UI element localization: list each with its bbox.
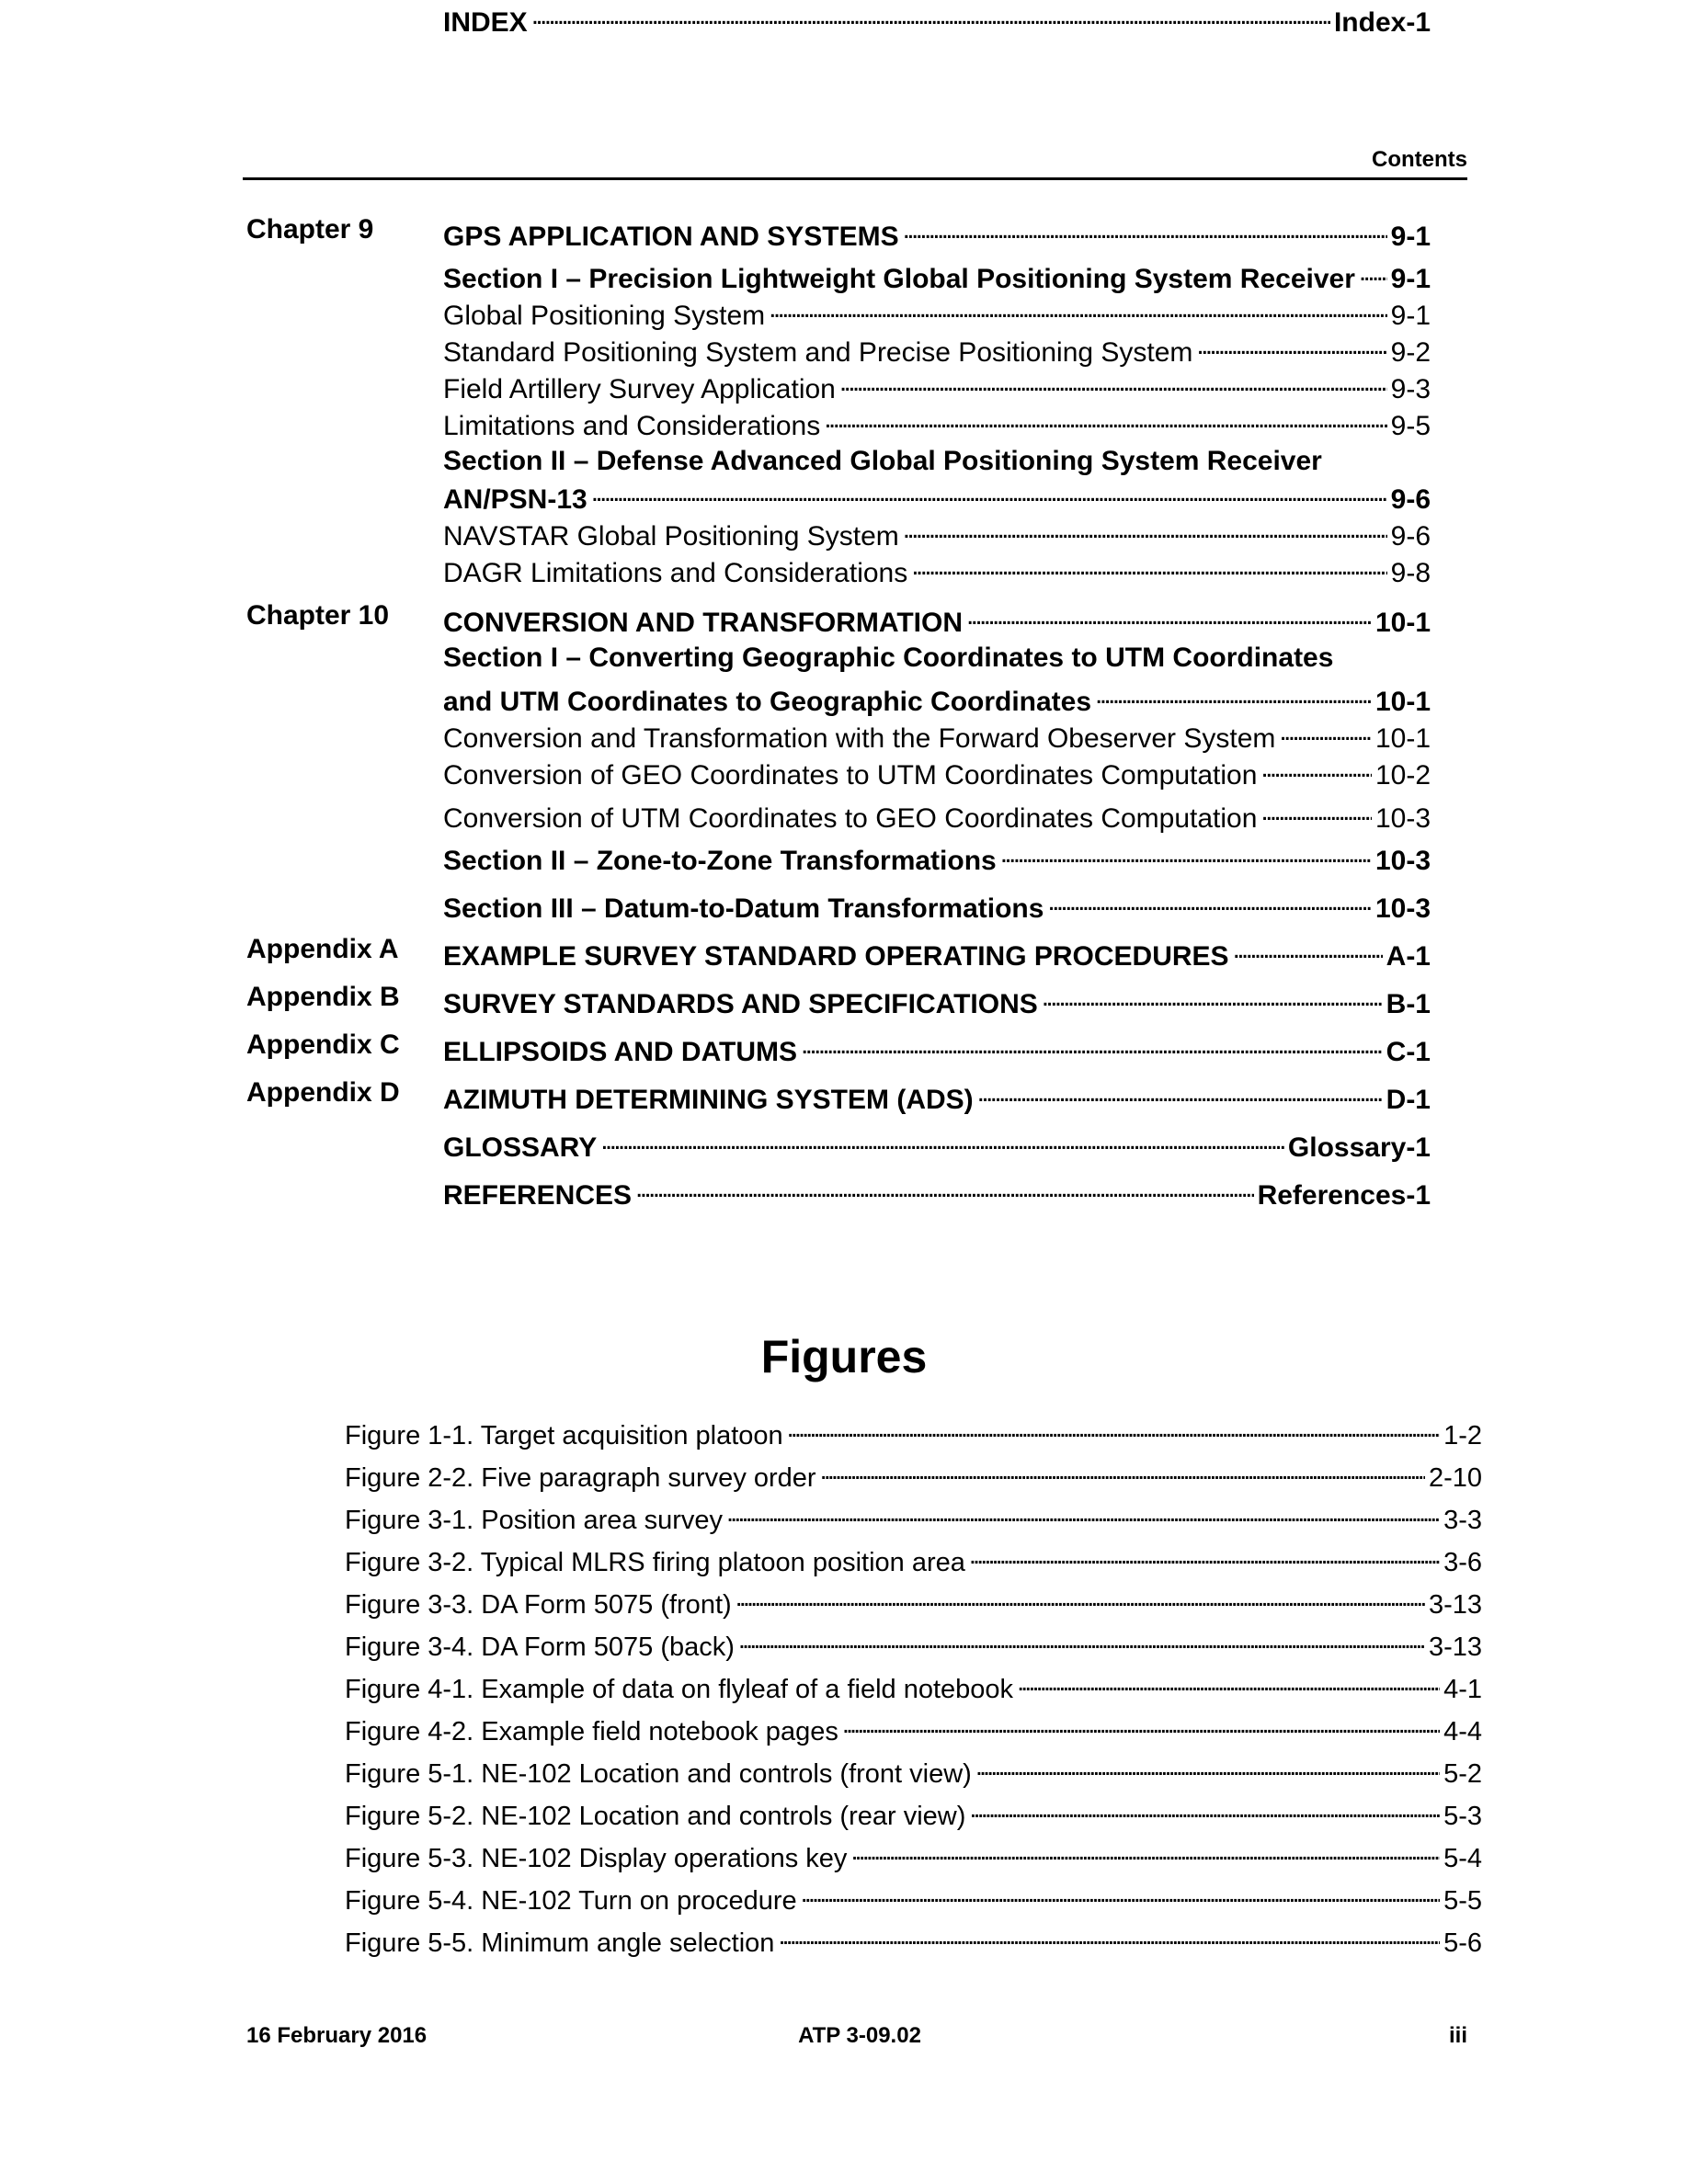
toc-row (0, 679, 1688, 717)
toc-entry-page: 9-6 (1390, 484, 1431, 515)
toc-row (0, 934, 1688, 972)
dot-leader (977, 1077, 1383, 1109)
toc-row (0, 1077, 1688, 1115)
toc-entry-title: CONVERSION AND TRANSFORMATION (443, 608, 963, 638)
toc-entry-page: 9-8 (1390, 558, 1431, 588)
dot-leader (850, 1836, 1440, 1867)
dot-leader (1017, 1666, 1440, 1698)
toc-entry-title: Conversion of GEO Coordinates to UTM Coordinates Computation (443, 760, 1258, 791)
toc-entry-page: 10-1 (1374, 608, 1431, 638)
figure-entry-link[interactable] (345, 1878, 1482, 1916)
toc-row (0, 551, 1688, 588)
dot-leader (969, 1540, 1440, 1571)
dot-leader (1233, 934, 1383, 965)
toc-row (0, 838, 1688, 876)
figure-entry-title: Figure 5-4. NE-102 Turn on procedure (345, 1886, 797, 1916)
figure-entry-link[interactable] (345, 1751, 1482, 1789)
toc-chapter-label: Chapter 9 (246, 214, 374, 245)
toc-row (0, 514, 1688, 552)
toc-entry-title-line1: Section I – Converting Geographic Coordinates to UTM Coordinates (443, 643, 1334, 673)
toc-entry-title: Section I – Precision Lightweight Global Positioning System Receiver (443, 264, 1355, 294)
figure-entry-link[interactable] (345, 1455, 1482, 1493)
header-rule (243, 177, 1467, 180)
dot-leader (1095, 679, 1372, 711)
toc-entry-page: Index-1 (1333, 7, 1431, 38)
figure-entry-page: 4-1 (1443, 1675, 1482, 1704)
running-header: Contents (1372, 147, 1467, 172)
toc-row (0, 1173, 1688, 1211)
dot-leader (787, 1413, 1440, 1444)
figure-entry-link[interactable] (345, 1920, 1482, 1958)
toc-entry-page: 10-1 (1374, 687, 1431, 717)
toc-entry-link[interactable] (443, 0, 1431, 39)
dot-leader (738, 1624, 1425, 1655)
figure-entry-title: Figure 4-1. Example of data on flyleaf of a field notebook (345, 1675, 1014, 1704)
toc-entry-link[interactable] (443, 886, 1431, 925)
dot-leader (975, 1751, 1440, 1782)
figure-entry-link[interactable] (345, 1582, 1482, 1620)
toc-entry-link[interactable] (443, 1077, 1431, 1116)
toc-entry-link[interactable] (443, 753, 1431, 791)
toc-chapter-label: Appendix A (246, 934, 399, 964)
toc-entry-title-line1: Section II – Defense Advanced Global Positioning System Receiver (443, 446, 1322, 476)
toc-entry-page: D-1 (1386, 1085, 1431, 1115)
toc-entry-page: 10-3 (1374, 803, 1431, 834)
toc-entry-page: A-1 (1386, 941, 1431, 972)
toc-entry-page: References-1 (1257, 1180, 1431, 1211)
toc-row (0, 330, 1688, 368)
toc-entry-title: EXAMPLE SURVEY STANDARD OPERATING PROCEDURES (443, 941, 1229, 972)
toc-entry-link[interactable] (443, 330, 1431, 369)
toc-row (0, 404, 1688, 441)
dot-leader (1279, 716, 1372, 747)
toc-entry-page: 9-1 (1390, 222, 1431, 252)
figure-entry-page: 5-4 (1443, 1844, 1482, 1873)
toc-entry-title: SURVEY STANDARDS AND SPECIFICATIONS (443, 989, 1038, 1019)
toc-row (0, 753, 1688, 791)
figure-entry-title: Figure 3-1. Position area survey (345, 1506, 724, 1535)
toc-row (0, 1125, 1688, 1163)
dot-leader (801, 1878, 1440, 1909)
figure-entry-page: 5-6 (1443, 1928, 1482, 1958)
dot-leader (769, 293, 1386, 324)
toc-entry-page: 9-3 (1390, 374, 1431, 404)
dot-leader (820, 1455, 1425, 1486)
toc-entry-link[interactable] (443, 1125, 1431, 1164)
dot-leader (903, 214, 1387, 245)
figure-entry-page: 5-3 (1443, 1802, 1482, 1831)
toc-entry-link[interactable] (443, 934, 1431, 973)
toc-entry-title: AZIMUTH DETERMINING SYSTEM (ADS) (443, 1085, 974, 1115)
toc-entry-page: 10-3 (1374, 846, 1431, 876)
dot-leader (591, 477, 1387, 508)
toc-entry-link[interactable] (443, 404, 1431, 442)
toc-entry-page: 9-1 (1390, 264, 1431, 294)
toc-entry-title: Limitations and Considerations (443, 411, 821, 441)
toc-entry-page: 10-1 (1374, 723, 1431, 754)
figure-entry-title: Figure 5-1. NE-102 Location and controls (front view) (345, 1759, 972, 1789)
dot-leader (839, 367, 1387, 398)
toc-entry-page: 9-5 (1390, 411, 1431, 441)
toc-entry-link[interactable] (443, 551, 1431, 589)
toc-entry-title: ELLIPSOIDS AND DATUMS (443, 1037, 798, 1067)
dot-leader (903, 514, 1387, 545)
toc-entry-page: 9-2 (1390, 337, 1431, 368)
toc-row (0, 0, 1688, 38)
figure-entry-link[interactable] (345, 1413, 1482, 1450)
dot-leader (1042, 982, 1383, 1013)
toc-entry-page: 9-1 (1390, 301, 1431, 331)
toc-entry-title: REFERENCES (443, 1180, 633, 1211)
dot-leader (969, 1793, 1440, 1825)
dot-leader (801, 1029, 1383, 1061)
figure-entry-link[interactable] (345, 1666, 1482, 1704)
toc-entry-link[interactable] (443, 796, 1431, 835)
toc-chapter-label: Appendix B (246, 982, 400, 1012)
toc-entry-link[interactable] (443, 679, 1431, 718)
figure-entry-page: 4-4 (1443, 1717, 1482, 1746)
toc-row (0, 600, 1688, 638)
toc-entry-page: B-1 (1386, 989, 1431, 1019)
dot-leader (736, 1582, 1425, 1613)
dot-leader (1047, 886, 1372, 917)
figure-entry-page: 3-6 (1443, 1548, 1482, 1577)
toc-entry-link[interactable] (443, 367, 1431, 405)
toc-row (0, 293, 1688, 331)
toc-entry-title: and UTM Coordinates to Geographic Coordinates (443, 687, 1092, 717)
figure-entry-title: Figure 4-2. Example field notebook pages (345, 1717, 838, 1746)
figure-entry-title: Figure 2-2. Five paragraph survey order (345, 1463, 816, 1493)
toc-entry-title: GPS APPLICATION AND SYSTEMS (443, 222, 899, 252)
footer-date: 16 February 2016 (246, 2023, 428, 2048)
dot-leader (635, 1173, 1254, 1204)
toc-entry-page: C-1 (1386, 1037, 1431, 1067)
figure-entry-page: 2-10 (1428, 1463, 1482, 1493)
toc-row (0, 796, 1688, 834)
toc-entry-link[interactable] (443, 477, 1431, 516)
toc-entry-title: GLOSSARY (443, 1132, 598, 1163)
toc-entry-link[interactable] (443, 214, 1431, 253)
toc-entry-title: Conversion of UTM Coordinates to GEO Coordinates Computation (443, 803, 1258, 834)
toc-row (0, 1029, 1688, 1067)
toc-entry-link[interactable] (443, 1173, 1431, 1211)
figure-entry-title: Figure 3-3. DA Form 5075 (front) (345, 1590, 732, 1620)
toc-row (0, 886, 1688, 924)
toc-entry-title: Conversion and Transformation with the Forward Obeserver System (443, 723, 1276, 754)
figure-entry-link[interactable] (345, 1793, 1482, 1831)
toc-entry-link[interactable] (443, 256, 1431, 295)
dot-leader (842, 1709, 1440, 1740)
figure-entry-title: Figure 1-1. Target acquisition platoon (345, 1421, 783, 1450)
dot-leader (911, 551, 1386, 582)
toc-entry-link[interactable] (443, 600, 1431, 639)
figure-entry-link[interactable] (345, 1540, 1482, 1577)
toc-entry-link[interactable] (443, 838, 1431, 877)
figure-entry-link[interactable] (345, 1624, 1482, 1662)
toc-row (0, 214, 1688, 252)
figure-entry-title: Figure 5-2. NE-102 Location and controls (rear view) (345, 1802, 966, 1831)
dot-leader (726, 1497, 1440, 1529)
toc-entry-title: Section III – Datum-to-Datum Transformations (443, 893, 1044, 924)
toc-row-heading-line (0, 446, 1688, 477)
toc-chapter-label: Appendix D (246, 1077, 400, 1108)
footer-page-number: iii (1448, 2023, 1467, 2048)
toc-entry-title: AN/PSN-13 (443, 484, 587, 515)
toc-chapter-label: Appendix C (246, 1029, 400, 1060)
toc-entry-title: Global Positioning System (443, 301, 766, 331)
dot-leader (1260, 796, 1372, 827)
toc-row (0, 367, 1688, 404)
footer-publication: ATP 3-09.02 (798, 2023, 921, 2048)
figure-entry-title: Figure 3-2. Typical MLRS firing platoon position area (345, 1548, 965, 1577)
figure-entry-title: Figure 5-3. NE-102 Display operations key (345, 1844, 848, 1873)
toc-entry-page: 10-3 (1374, 893, 1431, 924)
toc-entry-title: NAVSTAR Global Positioning System (443, 521, 899, 552)
toc-chapter-label: Chapter 10 (246, 600, 390, 631)
toc-entry-link[interactable] (443, 716, 1431, 755)
toc-entry-page: Glossary-1 (1287, 1132, 1431, 1163)
figure-entry-link[interactable] (345, 1497, 1482, 1535)
figure-entry-title: Figure 3-4. DA Form 5075 (back) (345, 1632, 735, 1662)
toc-row (0, 982, 1688, 1019)
toc-entry-title: Standard Positioning System and Precise Positioning System (443, 337, 1193, 368)
toc-row (0, 716, 1688, 754)
figure-entry-link[interactable] (345, 1709, 1482, 1746)
dot-leader (1260, 753, 1372, 784)
figure-entry-page: 3-13 (1428, 1590, 1482, 1620)
toc-entry-title: INDEX (443, 7, 528, 38)
dot-leader (600, 1125, 1284, 1156)
toc-entry-title: DAGR Limitations and Considerations (443, 558, 908, 588)
figure-entry-page: 1-2 (1443, 1421, 1482, 1450)
toc-entry-link[interactable] (443, 1029, 1431, 1068)
figure-entry-title: Figure 5-5. Minimum angle selection (345, 1928, 775, 1958)
toc-entry-page: 10-2 (1374, 760, 1431, 791)
toc-entry-link[interactable] (443, 514, 1431, 552)
toc-entry-title: Field Artillery Survey Application (443, 374, 836, 404)
figure-entry-page: 5-2 (1443, 1759, 1482, 1789)
toc-entry-link[interactable] (443, 293, 1431, 332)
toc-entry-title: Section II – Zone-to-Zone Transformations (443, 846, 997, 876)
figure-entry-page: 3-3 (1443, 1506, 1482, 1535)
figure-entry-page: 3-13 (1428, 1632, 1482, 1662)
dot-leader (1359, 256, 1387, 288)
figures-heading: Figures (760, 1331, 928, 1382)
dot-leader (966, 600, 1372, 631)
toc-row-heading-line (0, 643, 1688, 674)
figure-entry-page: 5-5 (1443, 1886, 1482, 1916)
toc-row (0, 477, 1688, 515)
toc-entry-page: 9-6 (1390, 521, 1431, 552)
toc-row (0, 256, 1688, 294)
dot-leader (1000, 838, 1372, 870)
figure-entry-link[interactable] (345, 1836, 1482, 1873)
dot-leader (1196, 330, 1386, 361)
dot-leader (778, 1920, 1440, 1951)
dot-leader (531, 0, 1330, 31)
toc-entry-link[interactable] (443, 982, 1431, 1020)
dot-leader (824, 404, 1386, 435)
